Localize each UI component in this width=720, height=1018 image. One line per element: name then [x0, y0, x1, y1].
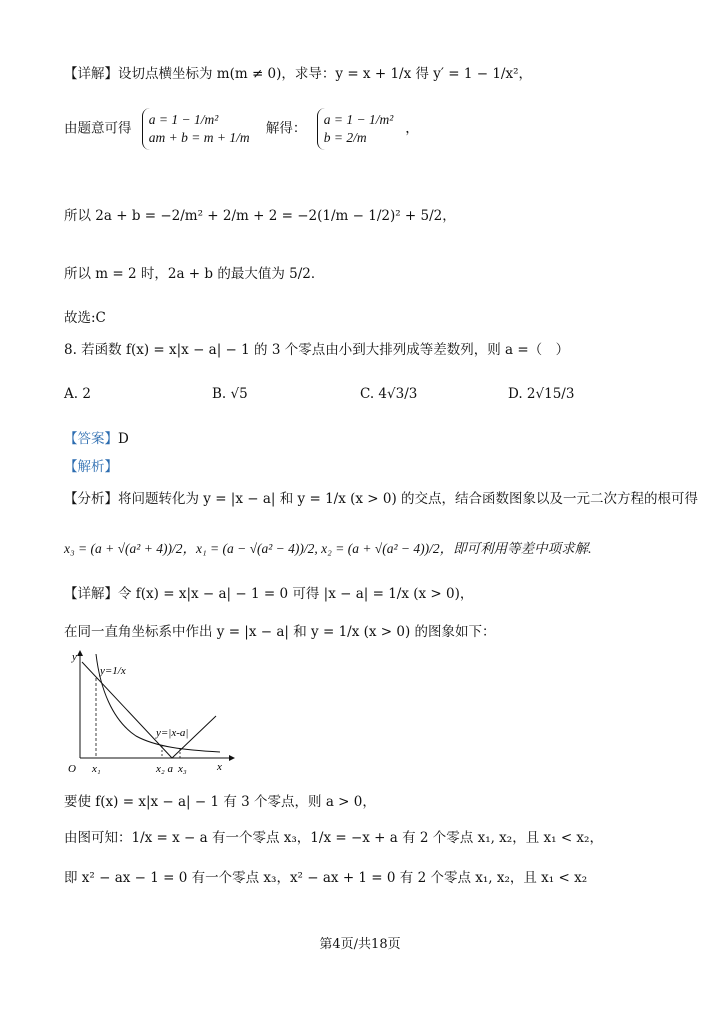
- roots-line: [64, 541, 660, 557]
- option-d: D. 2√15/3: [508, 386, 575, 402]
- equation-text: 即 x² − ax − 1 = 0 有一个零点 x₃，x² − ax + 1 = 0 有 2 个零点 x₁, x₂，且 x₁ < x₂: [64, 870, 588, 886]
- x-axis-arrow: [229, 755, 235, 761]
- y-axis-label: y: [72, 651, 77, 663]
- x-axis-label: x: [217, 761, 222, 773]
- option-a: A. 2: [64, 386, 91, 402]
- system-2-eq-a: a = 1 − 1/m²: [323, 112, 394, 127]
- condition-line: [64, 794, 660, 810]
- equation-line: [64, 870, 660, 886]
- figure-reading-text: 由图可知：1/x = x − a 有一个零点 x₃，1/x = −x + a 有 2 个零点 x₁, x₂，且 x₁ < x₂，: [64, 830, 603, 846]
- jiexi-line: [64, 459, 660, 475]
- answer-value: D: [118, 431, 129, 447]
- detail-label-2: 【详解】: [64, 586, 118, 602]
- analysis-line: [64, 491, 699, 507]
- graph-intro-line: [64, 624, 660, 640]
- condition-text: 要使 f(x) = x|x − a| − 1 有 3 个零点，则 a > 0，: [64, 794, 376, 810]
- max-value-line: [64, 266, 660, 282]
- system-mid: 解得：: [265, 120, 307, 137]
- option-c: C. 4√3/3: [360, 386, 418, 402]
- analysis-text: 将问题转化为 y = |x − a| 和 y = 1/x (x > 0) 的交点，结合函数图象以及一元二次方程的根可得: [118, 491, 699, 507]
- detail-2-text: 令 f(x) = x|x − a| − 1 = 0 可得 |x − a| = 1/x (x > 0)，: [118, 586, 474, 602]
- graph-intro-text: 在同一直角坐标系中作出 y = |x − a| 和 y = 1/x (x > 0) 的图象如下：: [64, 624, 496, 640]
- answer-label: 【答案】: [64, 431, 118, 447]
- tick-x3: x₃: [178, 763, 187, 775]
- detail-line-1: [64, 66, 660, 82]
- system-1-eq-a: a = 1 − 1/m²: [148, 112, 219, 127]
- tangent-derivative-text: 设切点横坐标为 m(m ≠ 0)，求导：y = x + 1/x 得 y′ = 1 − 1/x²，: [118, 66, 533, 82]
- tick-x2-a: x₂ a: [156, 763, 173, 775]
- system-2: [317, 108, 400, 150]
- analysis-label: 【分析】: [64, 491, 118, 507]
- answer-line: [64, 431, 660, 447]
- choice-text: 故选:C: [64, 310, 106, 326]
- page-footer: 第4页/共18页: [319, 937, 401, 952]
- option-b: B. √5: [212, 386, 248, 402]
- detail-label: 【详解】: [64, 66, 118, 82]
- reciprocal-label: y=1/x: [100, 665, 126, 677]
- tick-x1: x₁: [92, 763, 101, 775]
- system-2-eq-b: b = 2/m: [323, 130, 367, 146]
- system-prefix: 由题意可得: [64, 120, 132, 137]
- figure-reading-line: [64, 830, 660, 846]
- roots-text: x₃ = (a + √(a² + 4))/2，x₁ = (a − √(a² − 4))/2, x₂ = (a + √(a² − 4))/2，即可利用等差中项求解.: [64, 541, 592, 556]
- max-value-text: 所以 m = 2 时，2a + b 的最大值为 5/2．: [64, 266, 325, 282]
- system-1: [142, 108, 256, 150]
- choice-line: [64, 310, 660, 326]
- expression-text: 所以 2a + b = −2/m² + 2/m + 2 = −2(1/m − 1/2)² + 5/2，: [64, 208, 456, 224]
- system-1-eq-b: am + b = m + 1/m: [148, 130, 250, 146]
- expression-line: [64, 208, 660, 224]
- abs-label: y=|x-a|: [156, 727, 189, 739]
- jiexi-label: 【解析】: [64, 459, 118, 475]
- origin-label: O: [68, 763, 76, 775]
- question-8: [64, 342, 660, 358]
- detail-line-2: [64, 586, 660, 602]
- system-line: 由题意可得 a = 1 − 1/m² am + b = m + 1/m 解得： a = 1 − 1/m² b = 2/m ，: [64, 108, 660, 150]
- y-axis-arrow: [77, 650, 83, 656]
- question-8-text: 8. 若函数 f(x) = x|x − a| − 1 的 3 个零点由小到大排列成等差数列，则 a =（ ）: [64, 342, 570, 358]
- function-graph: [64, 648, 239, 776]
